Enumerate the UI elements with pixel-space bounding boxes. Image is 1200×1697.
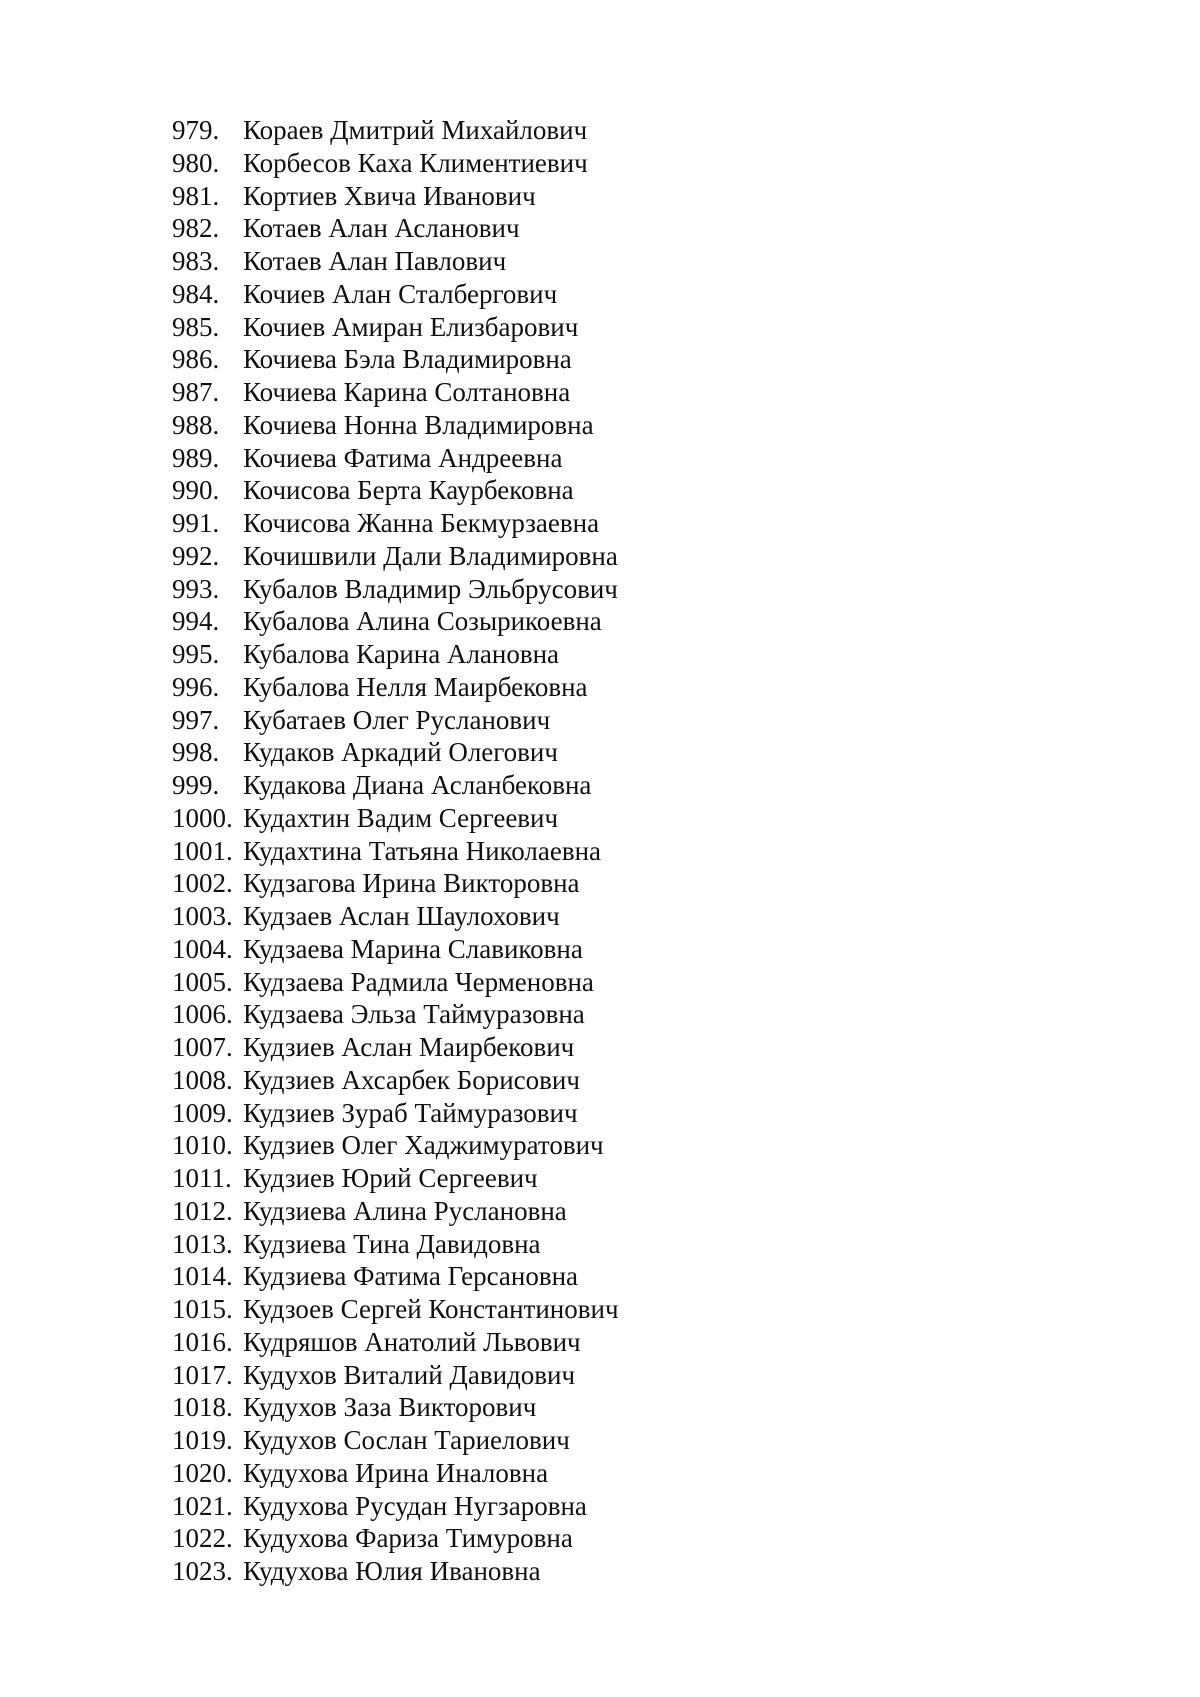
item-number: 979. <box>172 115 220 145</box>
item-number: 983. <box>172 246 220 276</box>
item-number: 997. <box>172 704 220 735</box>
person-name: Кудзиев Олег Хаджимуратович <box>243 1130 604 1161</box>
item-number: 990. <box>172 475 220 506</box>
item-number: 1004. <box>172 933 233 964</box>
person-name: Кудзаев Аслан Шаулохович <box>243 901 560 931</box>
person-name: Кудзаева Марина Славиковна <box>243 933 583 964</box>
item-number: 994. <box>172 606 220 637</box>
person-name: Кудухова Русудан Нугзаровна <box>243 1490 587 1521</box>
list-item <box>172 736 619 769</box>
list-item <box>172 343 619 376</box>
person-name: Кочиева Бэла Владимировна <box>243 344 572 375</box>
person-name: Кочиев Амиран Елизбарович <box>243 311 579 342</box>
item-number: 982. <box>172 213 220 244</box>
person-name: Кудзиева Тина Давидовна <box>243 1228 541 1259</box>
person-name: Кочиева Фатима Андреевна <box>243 442 563 473</box>
list-item <box>172 1522 619 1555</box>
item-number: 1007. <box>172 1032 233 1062</box>
person-name: Кочисова Берта Каурбековна <box>243 475 574 506</box>
item-number: 995. <box>172 639 220 669</box>
list-item <box>172 540 619 573</box>
list-item <box>172 900 619 933</box>
list-item <box>172 1031 619 1064</box>
item-number: 1022. <box>172 1523 233 1554</box>
person-name: Кудухов Виталий Давидович <box>243 1359 576 1390</box>
item-number: 993. <box>172 573 220 604</box>
list-item <box>172 638 619 671</box>
person-name: Кудаков Аркадий Олегович <box>243 737 558 768</box>
item-number: 999. <box>172 770 220 800</box>
item-number: 1000. <box>172 802 233 833</box>
list-item <box>172 1490 619 1523</box>
person-name: Кудзиев Аслан Маирбекович <box>243 1032 575 1062</box>
item-number: 1021. <box>172 1490 233 1521</box>
list-item <box>172 507 619 540</box>
person-name: Кочиев Алан Сталбергович <box>243 278 558 309</box>
person-name: Кудухова Фариза Тимуровна <box>243 1523 573 1554</box>
item-number: 986. <box>172 344 220 375</box>
list-item <box>172 1391 619 1424</box>
person-name: Кудзиев Юрий Сергеевич <box>243 1163 538 1193</box>
list-item <box>172 966 619 999</box>
item-number: 1006. <box>172 999 233 1030</box>
person-name: Кубалова Карина Алановна <box>243 639 560 669</box>
list-item <box>172 605 619 638</box>
item-number: 1017. <box>172 1359 233 1390</box>
item-number: 1016. <box>172 1326 233 1357</box>
person-name: Кубалова Алина Созырикоевна <box>243 606 602 637</box>
item-number: 1008. <box>172 1064 233 1095</box>
person-name: Кудзоев Сергей Константинович <box>243 1294 619 1324</box>
item-number: 989. <box>172 442 220 473</box>
list-item <box>172 245 619 278</box>
list-item <box>172 1195 619 1228</box>
list-item <box>172 474 619 507</box>
list-item <box>172 1097 619 1130</box>
person-name: Кочиева Карина Солтановна <box>243 377 571 407</box>
item-number: 1011. <box>172 1163 232 1193</box>
list-item <box>172 1359 619 1392</box>
person-name: Кудухов Заза Викторович <box>243 1392 537 1423</box>
item-number: 1023. <box>172 1556 233 1586</box>
item-number: 1019. <box>172 1425 233 1455</box>
person-name: Корбесов Каха Климентиевич <box>243 147 588 178</box>
list-item <box>172 1162 619 1195</box>
list-item <box>172 442 619 475</box>
item-number: 980. <box>172 147 220 178</box>
person-name: Кудакова Диана Асланбековна <box>243 770 592 800</box>
list-item <box>172 180 619 213</box>
list-item <box>172 998 619 1031</box>
list-item <box>172 1555 619 1588</box>
person-name: Кочишвили Дали Владимировна <box>243 540 618 571</box>
list-item <box>172 802 619 835</box>
person-name: Кудахтина Татьяна Николаевна <box>243 835 602 866</box>
list-item <box>172 1293 619 1326</box>
item-number: 1003. <box>172 901 233 931</box>
item-number: 1010. <box>172 1130 233 1161</box>
list-item <box>172 147 619 180</box>
list-item <box>172 311 619 344</box>
item-number: 981. <box>172 180 220 211</box>
person-name: Кудухова Юлия Ивановна <box>243 1556 541 1586</box>
person-name: Кудухов Сослан Тариелович <box>243 1425 570 1455</box>
person-name: Кочисова Жанна Бекмурзаевна <box>243 508 600 538</box>
person-name: Кудзиев Зураб Таймуразович <box>243 1097 578 1128</box>
person-name: Кудзиева Алина Руслановна <box>243 1195 567 1226</box>
person-name: Кудзиева Фатима Герсановна <box>243 1261 579 1292</box>
item-number: 987. <box>172 377 220 407</box>
person-name: Кудахтин Вадим Сергеевич <box>243 802 559 833</box>
item-number: 996. <box>172 671 220 702</box>
item-number: 998. <box>172 737 220 768</box>
list-item <box>172 409 619 442</box>
item-number: 1018. <box>172 1392 233 1423</box>
name-list <box>172 114 619 1588</box>
item-number: 1005. <box>172 966 233 997</box>
item-number: 1009. <box>172 1097 233 1128</box>
list-item <box>172 1260 619 1293</box>
item-number: 988. <box>172 409 220 440</box>
item-number: 1020. <box>172 1457 233 1488</box>
item-number: 1012. <box>172 1195 233 1226</box>
list-item <box>172 376 619 409</box>
list-item <box>172 1326 619 1359</box>
person-name: Кудзаева Радмила Черменовна <box>243 966 594 997</box>
person-name: Кудзиев Ахсарбек Борисович <box>243 1064 580 1095</box>
list-item <box>172 212 619 245</box>
list-item <box>172 114 619 147</box>
person-name: Кудзагова Ирина Викторовна <box>243 868 580 899</box>
person-name: Кудухова Ирина Иналовна <box>243 1457 549 1488</box>
list-item <box>172 1129 619 1162</box>
person-name: Кубалова Нелля Маирбековна <box>243 671 588 702</box>
person-name: Котаев Алан Асланович <box>243 213 520 244</box>
person-name: Кортиев Хвича Иванович <box>243 180 536 211</box>
person-name: Кубалов Владимир Эльбрусович <box>243 573 618 604</box>
item-number: 992. <box>172 540 220 571</box>
list-item <box>172 867 619 900</box>
item-number: 1001. <box>172 835 233 866</box>
list-item <box>172 671 619 704</box>
list-item <box>172 704 619 737</box>
person-name: Кудзаева Эльза Таймуразовна <box>243 999 585 1030</box>
list-item <box>172 1228 619 1261</box>
item-number: 1013. <box>172 1228 233 1259</box>
list-item <box>172 573 619 606</box>
item-number: 1002. <box>172 868 233 899</box>
item-number: 984. <box>172 278 220 309</box>
person-name: Кораев Дмитрий Михайлович <box>243 115 588 145</box>
list-item <box>172 1064 619 1097</box>
list-item <box>172 278 619 311</box>
list-item <box>172 1424 619 1457</box>
person-name: Кудряшов Анатолий Львович <box>243 1326 581 1357</box>
item-number: 1014. <box>172 1261 233 1292</box>
item-number: 1015. <box>172 1294 233 1324</box>
item-number: 991. <box>172 508 220 538</box>
list-item <box>172 835 619 868</box>
list-item <box>172 769 619 802</box>
list-item <box>172 1457 619 1490</box>
list-item <box>172 933 619 966</box>
person-name: Котаев Алан Павлович <box>243 246 507 276</box>
person-name: Кочиева Нонна Владимировна <box>243 409 594 440</box>
item-number: 985. <box>172 311 220 342</box>
person-name: Кубатаев Олег Русланович <box>243 704 551 735</box>
